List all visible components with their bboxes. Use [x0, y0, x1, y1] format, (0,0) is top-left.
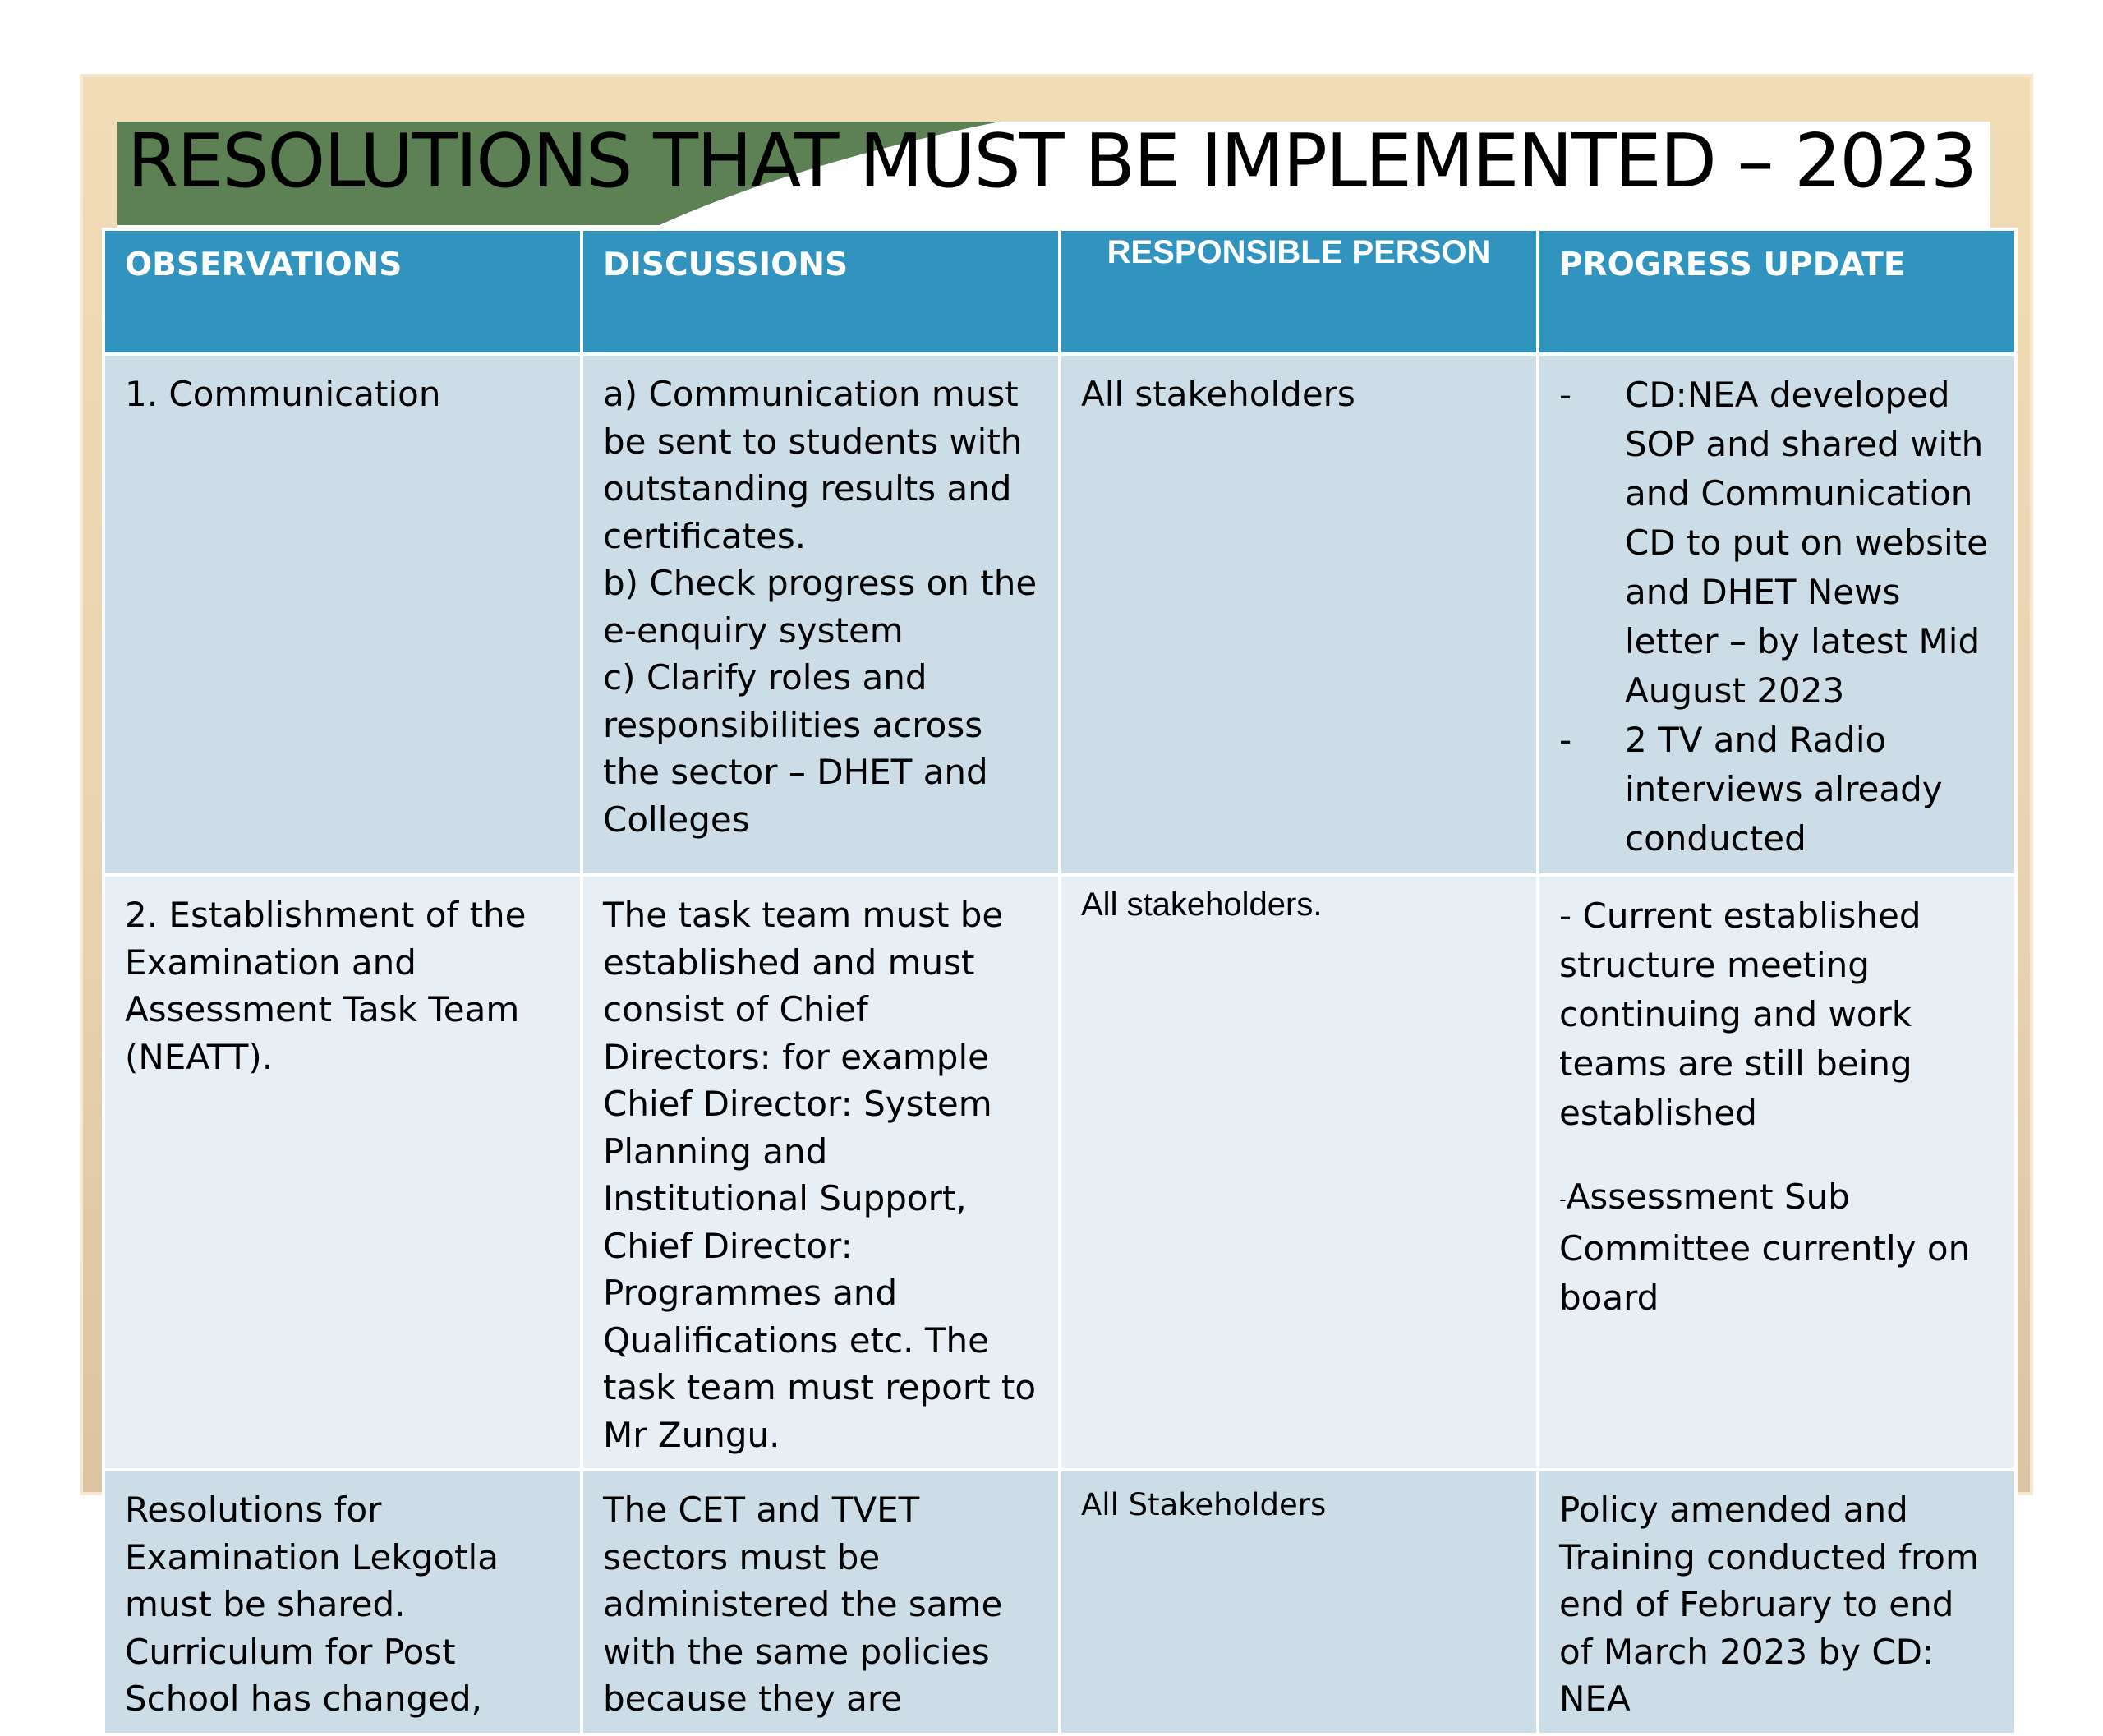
progress-item: Assessment Sub Committee currently on board: [1559, 1177, 1971, 1318]
header-observations: OBSERVATIONS: [104, 229, 582, 354]
progress-item: - CD:NEA developed SOP and shared with and Communication CD to put on website and DHET News letter – by latest Mid August 2023: [1559, 371, 1995, 716]
progress-cell: [1538, 354, 2016, 875]
table-header-row: [104, 229, 2016, 354]
table-row: [104, 875, 2016, 1470]
discussion-line: b) Check progress on the e-enquiry system: [603, 563, 1038, 651]
progress-cell: [1538, 875, 2016, 1470]
header-responsible-person: RESPONSIBLE PERSON: [1060, 229, 1538, 354]
progress-item: - Current established structure meeting continuing and work teams are still being established: [1559, 896, 1921, 1133]
slide-title: RESOLUTIONS THAT MUST BE IMPLEMENTED – 2023: [127, 118, 1976, 205]
header-progress-update: PROGRESS UPDATE: [1538, 229, 2016, 354]
discussion-cell: [582, 354, 1060, 875]
progress-item-wrapper: [1559, 1172, 1995, 1323]
progress-cell: Policy amended and Training conducted from end of February to end of March 2023 by CD: NEA: [1538, 1470, 2016, 1734]
observation-cell: 2. Establishment of the Examination and Assessment Task Team (NEATT).: [104, 875, 582, 1470]
discussion-cell: The CET and TVET sectors must be administered the same with the same policies because they are: [582, 1470, 1060, 1734]
responsible-cell: All stakeholders: [1060, 354, 1538, 875]
table-row: [104, 1470, 2016, 1734]
observation-cell: 1. Communication: [104, 354, 582, 875]
discussion-line: c) Clarify roles and responsibilities across the sector – DHET and Colleges: [603, 657, 988, 840]
discussion-line: a) Communication must be sent to students with outstanding results and certificates.: [603, 374, 1023, 556]
observation-cell: Resolutions for Examination Lekgotla must be shared. Curriculum for Post School has changed,: [104, 1470, 582, 1734]
progress-dash: -: [1559, 1187, 1567, 1211]
discussion-cell: The task team must be established and must consist of Chief Directors: for example Chief Director: System Planning and Institutional Support, Chief Director: Programmes and Qualifications etc. The task team must report to Mr Zungu.: [582, 875, 1060, 1470]
progress-item: - 2 TV and Radio interviews already conducted: [1559, 716, 1995, 863]
header-discussions: DISCUSSIONS: [582, 229, 1060, 354]
responsible-cell: All stakeholders.: [1060, 875, 1538, 1470]
resolutions-table: [102, 228, 2018, 1736]
table-row: [104, 354, 2016, 875]
responsible-cell: All Stakeholders: [1060, 1470, 1538, 1734]
progress-list: [1559, 371, 1995, 863]
